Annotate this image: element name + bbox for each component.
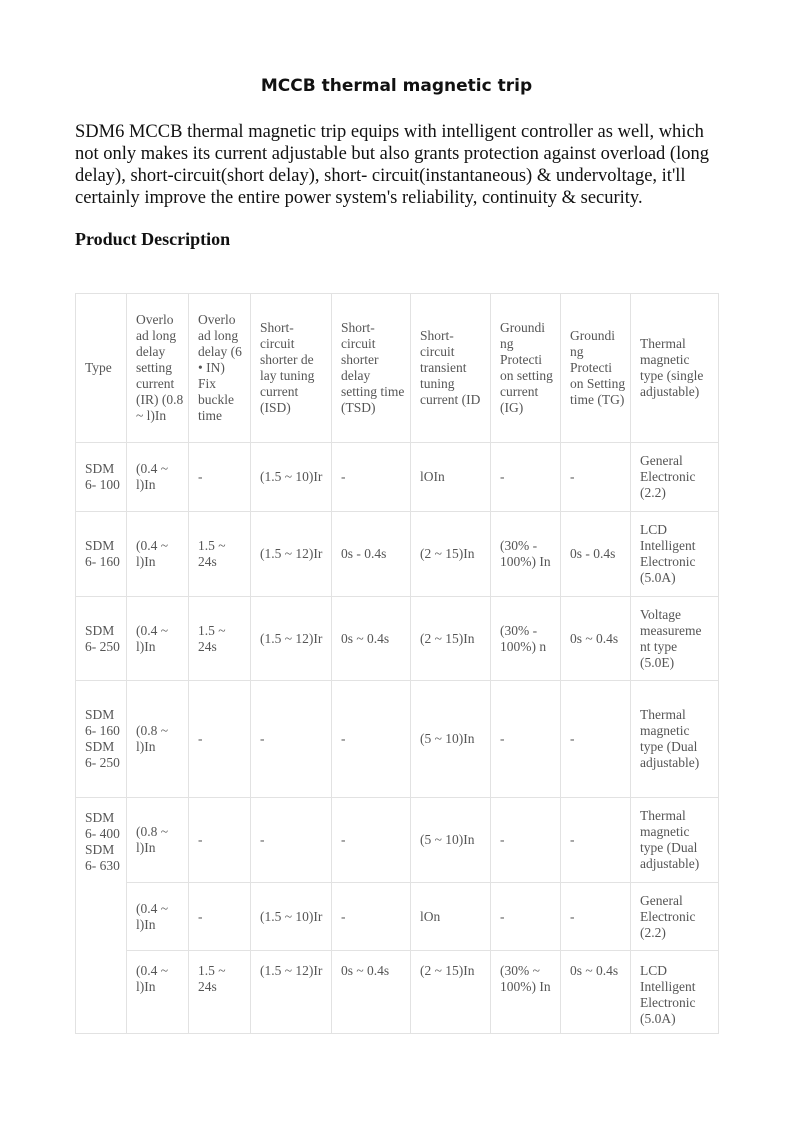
table-cell: (0.4 ~ l)In	[127, 883, 189, 951]
table-cell: -	[561, 798, 631, 883]
table-cell: SDM 6- 100	[76, 443, 127, 512]
table-cell: -	[189, 883, 251, 951]
table-cell: 0s ~ 0.4s	[561, 597, 631, 681]
table-cell: LCD Intelligent Electronic (5.0A)	[631, 951, 719, 1034]
table-cell: -	[561, 443, 631, 512]
table-cell: (2 ~ 15)In	[411, 512, 491, 597]
table-cell: Voltage measureme nt type (5.0E)	[631, 597, 719, 681]
table-cell: (5 ~ 10)In	[411, 681, 491, 798]
table-cell: (0.4 ~ l)In	[127, 597, 189, 681]
table-cell: -	[491, 883, 561, 951]
table-row	[76, 443, 719, 512]
table-cell: 0s ~ 0.4s	[561, 951, 631, 1034]
table-row	[76, 512, 719, 597]
table-cell: SDM 6- 160 SDM 6- 250	[76, 681, 127, 798]
table-cell: (30% - 100%) In	[491, 512, 561, 597]
table-row	[76, 681, 719, 798]
table-cell: 0s ~ 0.4s	[332, 951, 411, 1034]
table-cell: -	[332, 681, 411, 798]
table-header-cell: Overlo ad long delay (6 • IN) Fix buckle time	[189, 294, 251, 443]
table-cell: (0.4 ~ l)In	[127, 443, 189, 512]
table-cell: -	[491, 443, 561, 512]
table-cell: 0s - 0.4s	[332, 512, 411, 597]
table-cell: SDM 6- 250	[76, 597, 127, 681]
table-cell: General Electronic (2.2)	[631, 883, 719, 951]
table-cell: -	[332, 443, 411, 512]
table-cell: 0s - 0.4s	[561, 512, 631, 597]
table-header-cell: Groundi ng Protecti on Setting time (TG)	[561, 294, 631, 443]
table-row	[76, 798, 719, 883]
table-cell: SDM 6- 160	[76, 512, 127, 597]
table-row	[76, 597, 719, 681]
table-cell: -	[561, 883, 631, 951]
table-cell: -	[491, 681, 561, 798]
section-heading: Product Description	[75, 229, 231, 249]
table-cell: -	[189, 798, 251, 883]
table-cell: -	[189, 681, 251, 798]
table-cell: (1.5 ~ 12)Ir	[251, 951, 332, 1034]
table-header-cell: Short-circuit transient tuning current (ID	[411, 294, 491, 443]
table-cell: lOIn	[411, 443, 491, 512]
table-cell: LCD Intelligent Electronic (5.0A)	[631, 512, 719, 597]
table-cell: Thermal magnetic type (Dual adjustable)	[631, 798, 719, 883]
table-header-cell: Short-circuit shorter delay setting time (TSD)	[332, 294, 411, 443]
table-cell: (2 ~ 15)In	[411, 597, 491, 681]
table-header-row	[76, 294, 719, 443]
table-cell: (0.4 ~ l)In	[127, 512, 189, 597]
table-cell: (1.5 ~ 12)Ir	[251, 597, 332, 681]
table-header-cell: Overlo ad long delay setting current (IR) (0.8 ~ l)In	[127, 294, 189, 443]
table-header-cell: Thermal magnetic type (single adjustable)	[631, 294, 719, 443]
table-cell: (2 ~ 15)In	[411, 951, 491, 1034]
table-cell: -	[561, 681, 631, 798]
table-row	[76, 883, 719, 951]
table-cell: SDM 6- 400 SDM 6- 630	[76, 798, 127, 1034]
table-header-cell: Short-circuit shorter de lay tuning current (ISD)	[251, 294, 332, 443]
table-cell: General Electronic (2.2)	[631, 443, 719, 512]
table-cell: 0s ~ 0.4s	[332, 597, 411, 681]
table-cell: -	[251, 681, 332, 798]
table-cell: (0.8 ~ l)In	[127, 681, 189, 798]
table-cell: -	[332, 798, 411, 883]
table-cell: 1.5 ~ 24s	[189, 512, 251, 597]
table-cell: (0.4 ~ l)In	[127, 951, 189, 1034]
table-row	[76, 951, 719, 1034]
table-cell: (1.5 ~ 12)Ir	[251, 512, 332, 597]
table-cell: (1.5 ~ 10)Ir	[251, 443, 332, 512]
spec-table	[75, 293, 719, 1034]
table-cell: (0.8 ~ l)In	[127, 798, 189, 883]
table-cell: 1.5 ~ 24s	[189, 597, 251, 681]
table-header-cell: Groundi ng Protecti on setting current (IG)	[491, 294, 561, 443]
table-cell: (30% ~ 100%) In	[491, 951, 561, 1034]
page-title: MCCB thermal magnetic trip	[260, 76, 533, 96]
table-cell: Thermal magnetic type (Dual adjustable)	[631, 681, 719, 798]
table-cell: -	[189, 443, 251, 512]
table-header-cell: Type	[76, 294, 127, 443]
table-cell: (1.5 ~ 10)Ir	[251, 883, 332, 951]
table-cell: -	[332, 883, 411, 951]
table-cell: -	[251, 798, 332, 883]
table-cell: -	[491, 798, 561, 883]
table-cell: 1.5 ~ 24s	[189, 951, 251, 1034]
table-cell: (30% - 100%) n	[491, 597, 561, 681]
table-cell: lOn	[411, 883, 491, 951]
table-cell: (5 ~ 10)In	[411, 798, 491, 883]
intro-paragraph: SDM6 MCCB thermal magnetic trip equips with intelligent controller as well, which not only makes its current adjustable but also grants protection against overload (long delay), short-circuit(short delay), short- circuit(instantaneous) & undervoltage, it'll certainly improve the entire power system's reliability, continuity & security.	[75, 122, 709, 208]
